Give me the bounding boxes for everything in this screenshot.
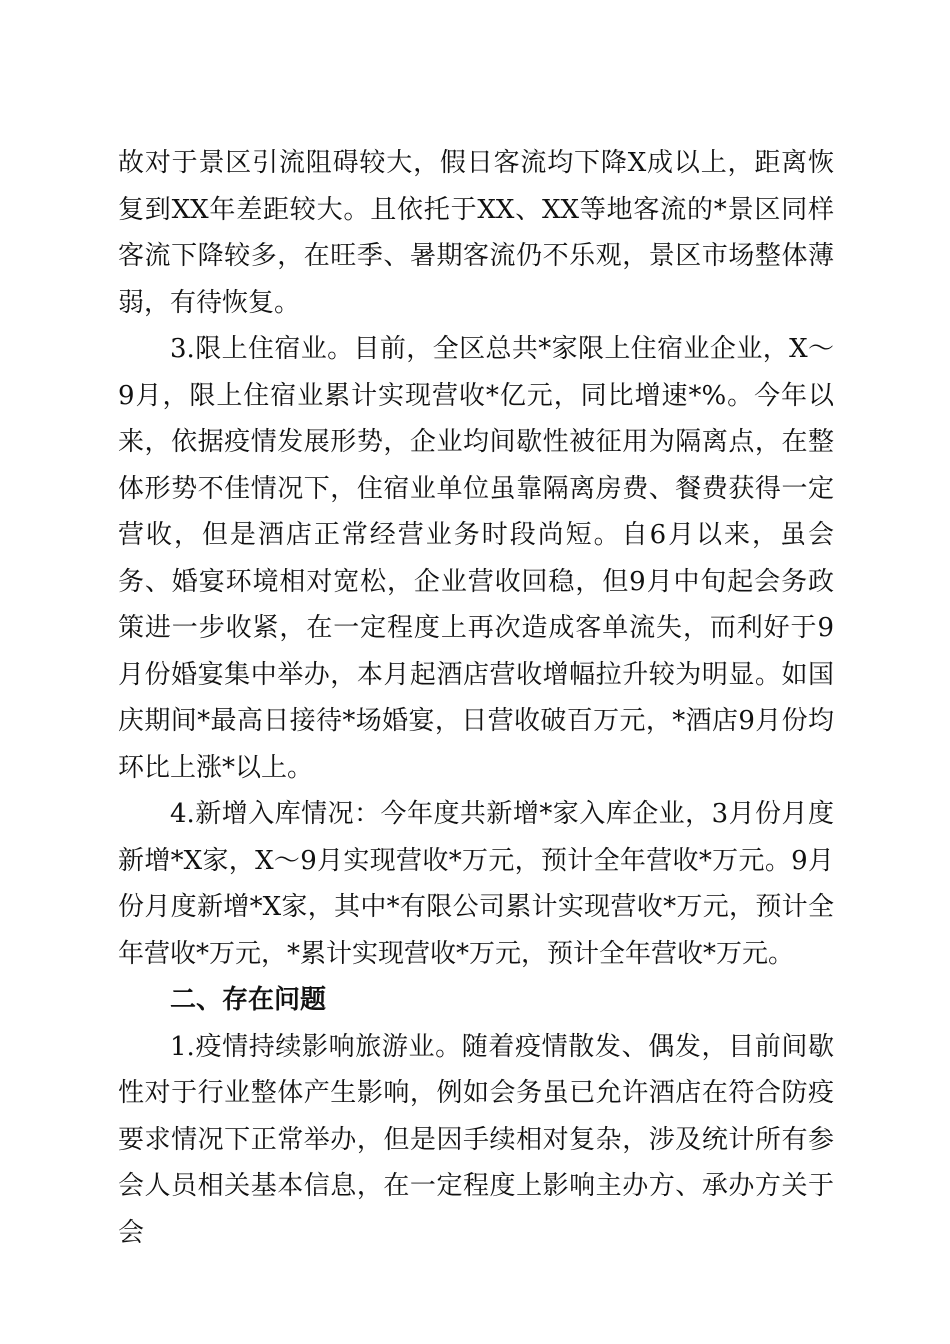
paragraph-lodging-industry: 3.限上住宿业。目前，全区总共*家限上住宿业企业，X～9月，限上住宿业累计实现营收*亿元，同比增速*%。今年以来，依据疫情发展形势，企业均间歇性被征用为隔离点，在整体形势不佳情况下，住宿业单位虽靠隔离房费、餐费获得一定营收，但是酒店正常经营业务时段尚短。自6月以来，虽会务、婚宴环境相对宽松，企业营收回稳，但9月中旬起会务政策进一步收紧，在一定程度上再次造成客单流失，而利好于9月份婚宴集中举办，本月起酒店营收增幅拉升较为明显。如国庆期间*最高日接待*场婚宴，日营收破百万元，*酒店9月份均环比上涨*以上。 (118, 334, 834, 783)
paragraph-problem-epidemic: 1.疫情持续影响旅游业。随着疫情散发、偶发，目前间歇性对于行业整体产生影响，例如会务虽已允许酒店在符合防疫要求情况下正常举办，但是因手续相对复杂，涉及统计所有参会人员相关基本信息，在一定程度上影响主办方、承办方关于会 (118, 1031, 834, 1248)
section-heading-problems: 二、存在问题 (170, 985, 327, 1015)
document-body (118, 140, 834, 1256)
paragraph-newly-added-enterprises: 4.新增入库情况：今年度共新增*家入库企业，3月份月度新增*X家，X～9月实现营收*万元，预计全年营收*万元。9月份月度新增*X家，其中*有限公司累计实现营收*万元，预计全年营收*万元，*累计实现营收*万元，预计全年营收*万元。 (118, 799, 834, 969)
paragraph-scenic-area: 故对于景区引流阻碍较大，假日客流均下降X成以上，距离恢复到XX年差距较大。且依托于XX、XX等地客流的*景区同样客流下降较多，在旺季、暑期客流仍不乐观，景区市场整体薄弱，有待恢复。 (118, 148, 834, 318)
